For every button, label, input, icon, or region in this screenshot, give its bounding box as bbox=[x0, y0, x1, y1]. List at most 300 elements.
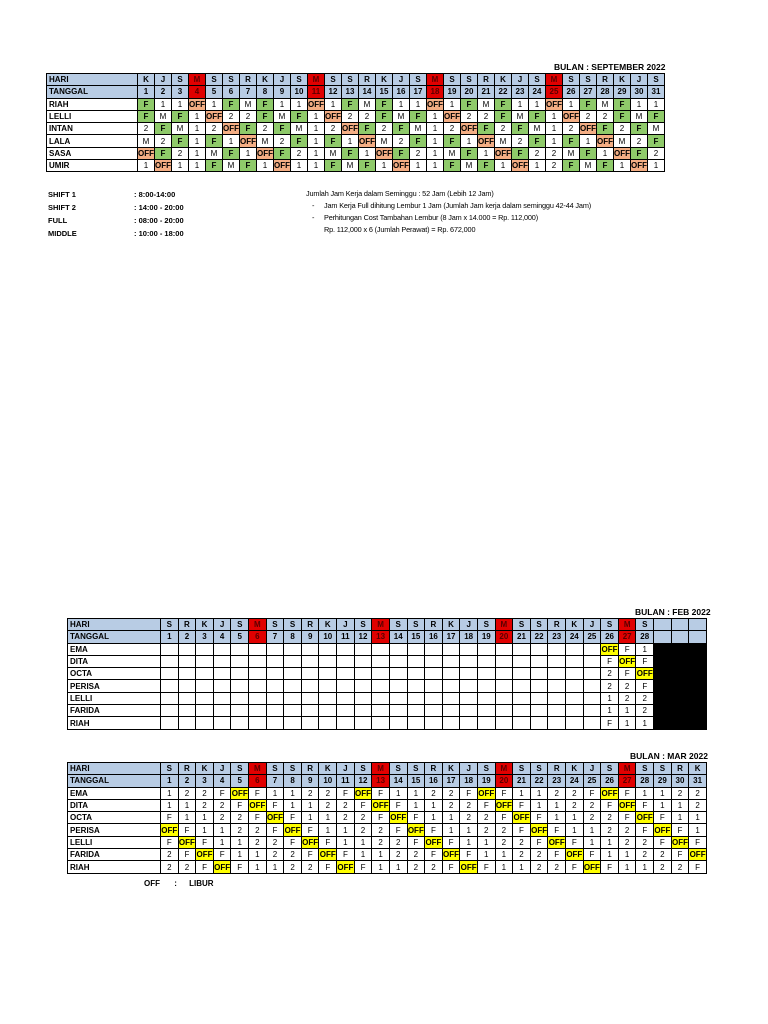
shift-cell: 1 bbox=[546, 123, 563, 135]
shift-cell: F bbox=[648, 135, 665, 147]
shift-cell: F bbox=[372, 787, 390, 799]
shift-cell bbox=[301, 655, 319, 667]
day-header-row-cell: J bbox=[512, 74, 529, 86]
shift-cell bbox=[671, 692, 689, 704]
shift-cell bbox=[266, 717, 284, 729]
shift-cell bbox=[249, 643, 267, 655]
shift-cell: 2 bbox=[319, 799, 337, 811]
shift-cell: M bbox=[138, 135, 155, 147]
shift-cell: 1 bbox=[410, 160, 427, 172]
date-header-row-cell: 20 bbox=[461, 86, 478, 98]
shift-cell bbox=[407, 705, 425, 717]
shift-cell: OFF bbox=[284, 825, 301, 835]
shift-cell bbox=[583, 668, 601, 680]
shift-cell bbox=[372, 668, 390, 680]
shift-cell: F bbox=[654, 812, 672, 824]
shift-cell: F bbox=[495, 110, 512, 122]
legend-value: : 08:00 - 20:00 bbox=[134, 216, 184, 225]
date-header-row-label: TANGGAL bbox=[68, 775, 161, 787]
shift-cell: 1 bbox=[223, 135, 240, 147]
date-header-row-cell: 18 bbox=[460, 775, 478, 787]
shift-cell bbox=[354, 668, 372, 680]
shift-cell: 1 bbox=[495, 849, 513, 861]
day-header-row-cell: S bbox=[266, 619, 284, 631]
shift-cell: M bbox=[291, 123, 308, 135]
day-header-row-cell: R bbox=[478, 74, 495, 86]
staff-row bbox=[47, 110, 665, 122]
shift-cell: F bbox=[478, 123, 495, 135]
shift-cell bbox=[337, 668, 355, 680]
shift-cell: 1 bbox=[319, 812, 337, 824]
shift-cell: F bbox=[618, 643, 636, 655]
shift-cell: OFF bbox=[372, 801, 389, 811]
date-header-row-cell: 15 bbox=[376, 86, 393, 98]
shift-cell: F bbox=[461, 147, 478, 159]
shift-cell: 2 bbox=[583, 799, 601, 811]
date-header-row-cell: 26 bbox=[563, 86, 580, 98]
shift-cell bbox=[477, 680, 495, 692]
shift-cell bbox=[460, 643, 478, 655]
shift-cell: F bbox=[354, 799, 372, 811]
date-header-row-cell bbox=[689, 631, 707, 643]
date-header-row-cell: 14 bbox=[389, 775, 407, 787]
shift-cell: F bbox=[477, 799, 495, 811]
shift-cell bbox=[407, 655, 425, 667]
shift-cell: 2 bbox=[178, 787, 196, 799]
shift-cell bbox=[249, 680, 267, 692]
date-header-row-cell: 16 bbox=[425, 631, 443, 643]
shift-cell bbox=[389, 680, 407, 692]
date-header-row-cell: 28 bbox=[597, 86, 614, 98]
shift-cell: M bbox=[325, 147, 342, 159]
shift-cell: 1 bbox=[654, 787, 672, 799]
shift-cell: 1 bbox=[301, 812, 319, 824]
shift-cell: F bbox=[410, 110, 427, 122]
shift-cell bbox=[654, 655, 672, 667]
shift-cell: F bbox=[337, 787, 355, 799]
shift-cell: 2 bbox=[249, 836, 267, 848]
shift-cell: 2 bbox=[444, 123, 461, 135]
date-header-row-cell: 27 bbox=[580, 86, 597, 98]
shift-cell bbox=[389, 643, 407, 655]
staff-row bbox=[68, 680, 707, 692]
legend-label: FULL bbox=[48, 216, 68, 225]
shift-cell: 1 bbox=[648, 160, 665, 172]
shift-cell bbox=[566, 680, 584, 692]
shift-cell bbox=[425, 668, 443, 680]
shift-cell bbox=[266, 643, 284, 655]
shift-cell: F bbox=[618, 668, 636, 680]
shift-cell: OFF bbox=[266, 813, 283, 823]
shift-cell: 2 bbox=[495, 123, 512, 135]
shift-cell: 2 bbox=[601, 824, 619, 836]
shift-cell bbox=[495, 680, 513, 692]
day-header-row-cell: S bbox=[513, 619, 531, 631]
day-header-row-cell: M bbox=[249, 619, 267, 631]
day-header-row-label: HARI bbox=[68, 619, 161, 631]
shift-cell bbox=[161, 705, 179, 717]
date-header-row-cell: 7 bbox=[266, 775, 284, 787]
date-header-row-cell: 19 bbox=[477, 631, 495, 643]
shift-cell: 2 bbox=[530, 861, 548, 873]
shift-cell: M bbox=[648, 123, 665, 135]
shift-cell bbox=[495, 705, 513, 717]
shift-cell bbox=[566, 717, 584, 729]
day-header-row-label: HARI bbox=[47, 74, 138, 86]
date-header-row-cell: 4 bbox=[189, 86, 206, 98]
staff-name: FARIDA bbox=[68, 705, 161, 717]
shift-cell: F bbox=[566, 836, 584, 848]
day-header-row bbox=[47, 74, 665, 86]
shift-cell: F bbox=[461, 98, 478, 110]
shift-cell: F bbox=[495, 98, 512, 110]
shift-cell bbox=[161, 655, 179, 667]
shift-cell bbox=[266, 692, 284, 704]
shift-cell: F bbox=[478, 160, 495, 172]
shift-cell: 2 bbox=[566, 799, 584, 811]
shift-cell: F bbox=[580, 147, 597, 159]
shift-cell: M bbox=[206, 147, 223, 159]
shift-cell: F bbox=[393, 147, 410, 159]
day-header-row-cell: S bbox=[172, 74, 189, 86]
shift-cell: F bbox=[442, 836, 460, 848]
staff-name: OCTA bbox=[68, 812, 161, 824]
shift-cell: 2 bbox=[601, 680, 619, 692]
shift-cell: 1 bbox=[583, 824, 601, 836]
day-header-row-cell: S bbox=[530, 619, 548, 631]
shift-cell bbox=[301, 705, 319, 717]
shift-cell: 1 bbox=[461, 135, 478, 147]
shift-cell: 1 bbox=[546, 110, 563, 122]
day-header-row-cell: S bbox=[342, 74, 359, 86]
staff-row bbox=[68, 655, 707, 667]
shift-cell bbox=[442, 680, 460, 692]
staff-name: PERISA bbox=[68, 824, 161, 836]
shift-cell bbox=[513, 717, 531, 729]
shift-cell: F bbox=[631, 147, 648, 159]
shift-cell: F bbox=[266, 824, 284, 836]
staff-name: PERISA bbox=[68, 680, 161, 692]
shift-cell bbox=[548, 705, 566, 717]
shift-cell: 2 bbox=[636, 836, 654, 848]
shift-cell: M bbox=[410, 123, 427, 135]
date-header-row-cell: 8 bbox=[284, 775, 302, 787]
day-header-row-cell: K bbox=[376, 74, 393, 86]
shift-cell: F bbox=[342, 147, 359, 159]
date-header-row-cell: 1 bbox=[138, 86, 155, 98]
staff-row bbox=[68, 692, 707, 704]
day-header-row-cell: R bbox=[671, 763, 689, 775]
off-legend bbox=[144, 879, 214, 888]
shift-cell bbox=[213, 692, 231, 704]
shift-cell: M bbox=[257, 135, 274, 147]
day-header-row-cell: S bbox=[529, 74, 546, 86]
shift-cell: 1 bbox=[427, 160, 444, 172]
note-weekly-hours: Jumlah Jam Kerja dalam Seminggu : 52 Jam (Lebih 12 Jam) bbox=[306, 189, 494, 198]
shift-cell: F bbox=[689, 836, 707, 848]
shift-cell bbox=[196, 643, 214, 655]
shift-cell: F bbox=[291, 110, 308, 122]
day-header-row-cell: M bbox=[372, 619, 390, 631]
shift-cell: F bbox=[354, 861, 372, 873]
shift-cell bbox=[196, 680, 214, 692]
date-header-row-cell: 28 bbox=[636, 775, 654, 787]
shift-cell: 2 bbox=[342, 110, 359, 122]
shift-cell bbox=[477, 717, 495, 729]
day-header-row-cell: S bbox=[513, 763, 531, 775]
shift-cell: 1 bbox=[618, 849, 636, 861]
shift-cell: OFF bbox=[512, 161, 528, 171]
shift-cell: 1 bbox=[284, 787, 302, 799]
shift-cell: 1 bbox=[337, 824, 355, 836]
shift-cell: 1 bbox=[566, 824, 584, 836]
day-header-row-cell: K bbox=[614, 74, 631, 86]
shift-cell: F bbox=[530, 812, 548, 824]
shift-cell: 1 bbox=[240, 147, 257, 159]
legend-label: SHIFT 1 bbox=[48, 190, 76, 199]
shift-cell: F bbox=[529, 110, 546, 122]
shift-cell: 2 bbox=[161, 861, 179, 873]
shift-cell: F bbox=[266, 799, 284, 811]
shift-cell: 1 bbox=[614, 160, 631, 172]
shift-cell: F bbox=[178, 849, 196, 861]
shift-cell bbox=[319, 680, 337, 692]
date-header-row-cell: 14 bbox=[389, 631, 407, 643]
shift-cell: 1 bbox=[478, 147, 495, 159]
date-header-row-cell: 13 bbox=[372, 775, 390, 787]
shift-cell bbox=[513, 668, 531, 680]
shift-cell bbox=[654, 705, 672, 717]
shift-cell: 1 bbox=[206, 98, 223, 110]
shift-cell: F bbox=[257, 110, 274, 122]
shift-cell: 2 bbox=[654, 861, 672, 873]
shift-cell: M bbox=[495, 135, 512, 147]
shift-cell: F bbox=[563, 135, 580, 147]
shift-cell: 1 bbox=[636, 861, 654, 873]
shift-cell: F bbox=[618, 812, 636, 824]
shift-cell: 1 bbox=[189, 135, 206, 147]
shift-cell: OFF bbox=[531, 825, 548, 835]
shift-cell bbox=[231, 680, 249, 692]
shift-cell: F bbox=[155, 123, 172, 135]
shift-cell bbox=[231, 655, 249, 667]
shift-cell bbox=[495, 692, 513, 704]
off-legend-sep: : bbox=[174, 879, 177, 888]
shift-cell: 1 bbox=[284, 799, 302, 811]
shift-cell: OFF bbox=[342, 124, 358, 134]
shift-cell bbox=[178, 655, 196, 667]
shift-cell bbox=[301, 668, 319, 680]
shift-cell: F bbox=[583, 787, 601, 799]
day-header-row-cell: K bbox=[566, 619, 584, 631]
date-header-row bbox=[68, 631, 707, 643]
shift-cell: 2 bbox=[196, 787, 214, 799]
shift-cell: 1 bbox=[410, 98, 427, 110]
shift-cell bbox=[548, 643, 566, 655]
day-header-row-cell: S bbox=[231, 763, 249, 775]
shift-cell bbox=[566, 643, 584, 655]
day-header-row bbox=[68, 763, 707, 775]
shift-cell bbox=[566, 692, 584, 704]
shift-cell: F bbox=[325, 135, 342, 147]
shift-cell: F bbox=[161, 812, 179, 824]
shift-cell: 2 bbox=[407, 849, 425, 861]
day-header-row-cell: S bbox=[291, 74, 308, 86]
shift-cell bbox=[407, 692, 425, 704]
shift-cell bbox=[337, 680, 355, 692]
shift-cell bbox=[671, 680, 689, 692]
shift-cell bbox=[354, 655, 372, 667]
date-header-row-cell: 1 bbox=[161, 775, 179, 787]
shift-cell bbox=[442, 692, 460, 704]
day-header-row-cell: J bbox=[393, 74, 410, 86]
shift-cell: 2 bbox=[172, 147, 189, 159]
shift-cell: F bbox=[342, 98, 359, 110]
day-header-row-cell: K bbox=[319, 763, 337, 775]
shift-cell bbox=[161, 717, 179, 729]
shift-cell: OFF bbox=[566, 850, 583, 860]
shift-cell: 1 bbox=[601, 692, 619, 704]
shift-cell: F bbox=[548, 824, 566, 836]
shift-cell bbox=[284, 655, 302, 667]
day-header-row-cell: R bbox=[548, 763, 566, 775]
shift-cell: F bbox=[601, 655, 619, 667]
day-header-row-cell: S bbox=[444, 74, 461, 86]
shift-cell: 1 bbox=[460, 824, 478, 836]
shift-cell: F bbox=[372, 812, 390, 824]
shift-cell: M bbox=[512, 110, 529, 122]
shift-cell: M bbox=[529, 123, 546, 135]
shift-cell bbox=[654, 692, 672, 704]
date-header-row-cell: 31 bbox=[648, 86, 665, 98]
shift-cell bbox=[196, 668, 214, 680]
date-header-row-cell: 23 bbox=[512, 86, 529, 98]
staff-name: INTAN bbox=[47, 123, 138, 135]
staff-row bbox=[47, 98, 665, 110]
shift-cell: 2 bbox=[372, 836, 390, 848]
shift-cell bbox=[319, 692, 337, 704]
shift-cell bbox=[566, 655, 584, 667]
day-header-row-label: HARI bbox=[68, 763, 161, 775]
shift-cell: OFF bbox=[231, 788, 248, 798]
shift-cell bbox=[354, 705, 372, 717]
shift-cell: F bbox=[671, 849, 689, 861]
shift-cell bbox=[548, 680, 566, 692]
shift-cell: 1 bbox=[580, 135, 597, 147]
shift-cell: 1 bbox=[231, 849, 249, 861]
shift-cell: F bbox=[636, 680, 654, 692]
shift-cell bbox=[266, 668, 284, 680]
day-header-row bbox=[68, 619, 707, 631]
shift-cell: 1 bbox=[689, 812, 707, 824]
shift-cell: F bbox=[319, 861, 337, 873]
shift-cell: 1 bbox=[648, 98, 665, 110]
day-header-row-cell: M bbox=[189, 74, 206, 86]
shift-cell bbox=[231, 717, 249, 729]
day-header-row-cell: J bbox=[631, 74, 648, 86]
date-header-row-cell: 10 bbox=[319, 775, 337, 787]
shift-cell: F bbox=[138, 98, 155, 110]
date-header-row-cell: 18 bbox=[427, 86, 444, 98]
shift-cell: OFF bbox=[390, 813, 407, 823]
shift-cell bbox=[425, 692, 443, 704]
shift-cell: OFF bbox=[580, 124, 596, 134]
shift-cell: OFF bbox=[601, 788, 618, 798]
shift-cell: 1 bbox=[601, 705, 619, 717]
staff-name: EMA bbox=[68, 787, 161, 799]
date-header-row-cell: 28 bbox=[636, 631, 654, 643]
shift-cell bbox=[530, 705, 548, 717]
shift-cell bbox=[442, 668, 460, 680]
shift-cell: F bbox=[389, 799, 407, 811]
shift-cell bbox=[477, 643, 495, 655]
shift-cell: 2 bbox=[636, 705, 654, 717]
shift-cell: OFF bbox=[478, 788, 495, 798]
shift-cell: OFF bbox=[495, 801, 512, 811]
date-header-row-cell: 2 bbox=[178, 631, 196, 643]
staff-name: RIAH bbox=[68, 717, 161, 729]
shift-cell: F bbox=[359, 123, 376, 135]
date-header-row-label: TANGGAL bbox=[68, 631, 161, 643]
shift-cell: F bbox=[442, 861, 460, 873]
shift-cell: 2 bbox=[284, 849, 302, 861]
shift-cell: 2 bbox=[636, 692, 654, 704]
shift-cell: F bbox=[513, 799, 531, 811]
shift-cell: OFF bbox=[461, 124, 477, 134]
day-header-row-cell: K bbox=[689, 763, 707, 775]
shift-cell: 2 bbox=[583, 812, 601, 824]
shift-cell: 1 bbox=[359, 147, 376, 159]
shift-cell: 1 bbox=[548, 799, 566, 811]
shift-cell bbox=[213, 680, 231, 692]
shift-cell: OFF bbox=[319, 850, 336, 860]
shift-cell: F bbox=[178, 824, 196, 836]
shift-cell: F bbox=[548, 849, 566, 861]
shift-cell: 1 bbox=[654, 799, 672, 811]
shift-cell: M bbox=[155, 110, 172, 122]
shift-cell: 2 bbox=[223, 110, 240, 122]
shift-cell: OFF bbox=[138, 148, 154, 158]
staff-row bbox=[68, 717, 707, 729]
day-header-row-cell: R bbox=[240, 74, 257, 86]
shift-cell: M bbox=[614, 135, 631, 147]
shift-cell bbox=[548, 692, 566, 704]
shift-cell: 2 bbox=[618, 836, 636, 848]
day-header-row-cell: R bbox=[425, 619, 443, 631]
shift-cell: 2 bbox=[618, 692, 636, 704]
date-header-row-cell: 20 bbox=[495, 775, 513, 787]
date-header-row-cell: 17 bbox=[410, 86, 427, 98]
shift-cell: OFF bbox=[161, 825, 178, 835]
staff-name: FARIDA bbox=[68, 849, 161, 861]
shift-cell: 2 bbox=[240, 110, 257, 122]
shift-cell: 1 bbox=[172, 160, 189, 172]
shift-cell: 2 bbox=[410, 147, 427, 159]
shift-cell: 1 bbox=[189, 110, 206, 122]
shift-cell: M bbox=[580, 160, 597, 172]
shift-cell: F bbox=[671, 824, 689, 836]
shift-cell bbox=[583, 692, 601, 704]
shift-cell: F bbox=[138, 110, 155, 122]
shift-cell: F bbox=[213, 849, 231, 861]
shift-cell: OFF bbox=[223, 124, 239, 134]
shift-cell bbox=[196, 717, 214, 729]
shift-cell: 1 bbox=[337, 836, 355, 848]
date-header-row-cell: 31 bbox=[689, 775, 707, 787]
shift-cell bbox=[477, 668, 495, 680]
shift-cell: F bbox=[301, 824, 319, 836]
shift-cell bbox=[389, 705, 407, 717]
